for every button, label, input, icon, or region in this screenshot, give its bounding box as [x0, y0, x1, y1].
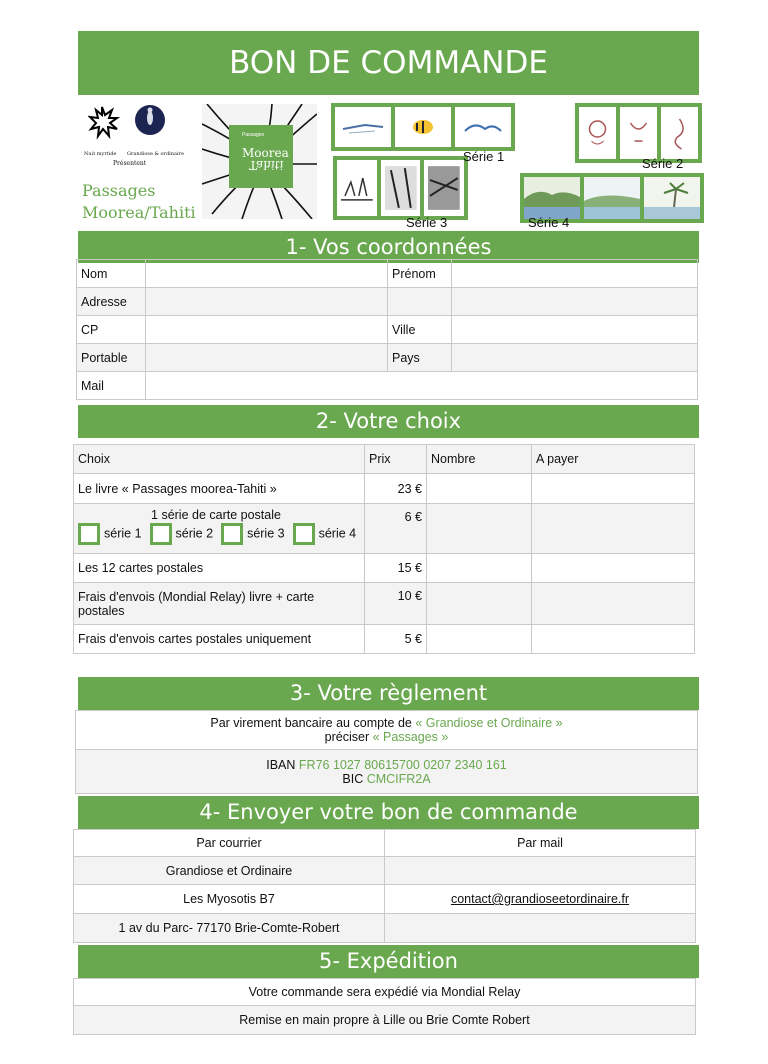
serie1-thumbnails — [331, 103, 515, 151]
serie2-thumbnails — [575, 103, 702, 163]
ville-field[interactable] — [452, 316, 698, 344]
checkbox-serie4[interactable] — [293, 523, 357, 545]
checkbox-label: série 4 — [318, 526, 357, 541]
choice-table — [73, 444, 695, 654]
pays-field[interactable] — [452, 344, 698, 372]
mail-field[interactable] — [146, 372, 698, 400]
shipping-line-2: Remise en main propre à Lille ou Brie Comte Robert — [74, 1006, 696, 1035]
adresse-field[interactable] — [146, 288, 388, 316]
price-frais-cartes: 5 € — [365, 625, 427, 654]
col-par-courrier: Par courrier — [74, 830, 385, 857]
apayer-12-cartes-field[interactable] — [532, 554, 695, 583]
apayer-livre-field[interactable] — [532, 474, 695, 504]
cover-small-text: Passages — [242, 132, 264, 138]
bic-label: BIC — [342, 771, 367, 786]
book-title-line1: Passages — [82, 181, 156, 200]
send-table — [73, 829, 696, 943]
serie1-card-1 — [335, 107, 395, 147]
shipping-table — [73, 978, 696, 1035]
bic-value: CMCIFR2A — [366, 771, 431, 786]
address-line-1: Grandiose et Ordinaire — [74, 857, 385, 885]
checkbox-box-icon — [78, 523, 100, 545]
apayer-frais-cartes-field[interactable] — [532, 625, 695, 654]
checkbox-label: série 1 — [104, 526, 142, 541]
nombre-livre-field[interactable] — [427, 474, 532, 504]
checkbox-serie1[interactable] — [78, 523, 142, 545]
serie4-card-1 — [524, 177, 584, 219]
checkbox-box-icon — [221, 523, 243, 545]
cover-title-1: Moorea — [242, 146, 289, 160]
choice-livre: Le livre « Passages moorea-Tahiti » — [74, 474, 365, 504]
portable-field[interactable] — [146, 344, 388, 372]
section2-title: 2- Votre choix — [78, 405, 699, 438]
header-choix: Choix — [74, 445, 365, 474]
grandiose-ordinaire-logo — [134, 104, 166, 136]
price-12-cartes: 15 € — [365, 554, 427, 583]
payment-line2-prefix: préciser — [324, 730, 373, 744]
bank-details — [76, 750, 698, 794]
header-nombre: Nombre — [427, 445, 532, 474]
header-a-payer: A payer — [532, 445, 695, 474]
serie1-card-2 — [395, 107, 455, 147]
presents-text: Présentent — [113, 160, 147, 167]
payment-details — [76, 711, 698, 750]
checkbox-label: série 3 — [247, 526, 285, 541]
apayer-serie-field[interactable] — [532, 504, 695, 554]
nombre-12-cartes-field[interactable] — [427, 554, 532, 583]
section4-title: 4- Envoyer votre bon de commande — [78, 796, 699, 829]
serie2-card-2 — [620, 107, 661, 159]
serie1-label: Série 1 — [463, 149, 505, 164]
serie4-card-2 — [584, 177, 644, 219]
account-name: « Grandiose et Ordinaire » — [415, 716, 563, 730]
serie3-thumbnails — [333, 156, 468, 220]
adresse-right-label — [388, 288, 452, 316]
serie2-card-1 — [579, 107, 620, 159]
mail-label: Mail — [77, 372, 146, 400]
cover-title-2: Tahiti — [249, 158, 284, 172]
coordinates-table — [76, 259, 698, 400]
adresse-right-field[interactable] — [452, 288, 698, 316]
cp-label: CP — [77, 316, 146, 344]
section5-title: 5- Expédition — [78, 945, 699, 978]
price-frais-livre: 10 € — [365, 583, 427, 625]
serie2-label: Série 2 — [642, 156, 684, 171]
choice-frais-livre: Frais d'envois (Mondial Relay) livre + carte postales — [74, 583, 365, 625]
address-line-2: Les Myosotis B7 — [74, 885, 385, 914]
checkbox-box-icon — [293, 523, 315, 545]
shipping-line-1: Votre commande sera expédié via Mondial Relay — [74, 979, 696, 1006]
payment-line1-prefix: Par virement bancaire au compte de — [210, 716, 416, 730]
checkbox-box-icon — [150, 523, 172, 545]
section3-title: 3- Votre règlement — [78, 677, 699, 710]
section1-title: 1- Vos coordonnées — [78, 231, 699, 263]
prenom-label: Prénom — [388, 260, 452, 288]
price-serie: 6 € — [365, 504, 427, 554]
adresse-label: Adresse — [77, 288, 146, 316]
choice-serie — [74, 504, 365, 554]
serie3-card-2 — [381, 160, 425, 216]
nuit-myrtide-logo — [88, 104, 128, 144]
col-par-mail: Par mail — [385, 830, 696, 857]
cp-field[interactable] — [146, 316, 388, 344]
email-link[interactable]: contact@grandioseetordinaire.fr — [450, 892, 630, 906]
nombre-frais-livre-field[interactable] — [427, 583, 532, 625]
serie3-label: Série 3 — [406, 215, 448, 230]
iban-label: IBAN — [266, 757, 299, 772]
header-prix: Prix — [365, 445, 427, 474]
series-checkboxes — [78, 523, 360, 545]
mail-empty-cell — [385, 857, 696, 885]
pays-label: Pays — [388, 344, 452, 372]
serie3-card-3 — [424, 160, 464, 216]
choice-12-cartes: Les 12 cartes postales — [74, 554, 365, 583]
serie4-card-3 — [644, 177, 700, 219]
serie3-card-1 — [337, 160, 381, 216]
payment-reference: « Passages » — [372, 730, 449, 744]
choice-serie-label: 1 série de carte postale — [151, 508, 281, 522]
portable-label: Portable — [77, 344, 146, 372]
serie4-label: Série 4 — [528, 215, 570, 230]
checkbox-label: série 2 — [175, 526, 214, 541]
logo1-caption: Nuit myrtide — [84, 151, 117, 157]
choice-frais-cartes: Frais d'envois cartes postales uniquement — [74, 625, 365, 654]
logo2-caption: Grandiose & ordinaire — [127, 151, 184, 157]
apayer-frais-livre-field[interactable] — [532, 583, 695, 625]
nombre-frais-cartes-field[interactable] — [427, 625, 532, 654]
book-title-line2: Moorea/Tahiti — [82, 203, 196, 222]
mail-cell — [385, 885, 696, 914]
nom-field[interactable] — [146, 260, 388, 288]
nombre-serie-field[interactable] — [427, 504, 532, 554]
checkbox-serie2[interactable] — [150, 523, 214, 545]
payment-table — [75, 710, 698, 794]
iban-value: FR76 1027 80615700 0207 2340 161 — [298, 757, 507, 772]
address-line-3: 1 av du Parc- 77170 Brie-Comte-Robert — [74, 914, 385, 943]
nom-label: Nom — [77, 260, 146, 288]
price-livre: 23 € — [365, 474, 427, 504]
ville-label: Ville — [388, 316, 452, 344]
checkbox-serie3[interactable] — [221, 523, 285, 545]
page-title: BON DE COMMANDE — [78, 31, 699, 95]
serie2-card-3 — [661, 107, 698, 159]
prenom-field[interactable] — [452, 260, 698, 288]
mail-empty-cell-2 — [385, 914, 696, 943]
serie1-card-3 — [455, 107, 511, 147]
